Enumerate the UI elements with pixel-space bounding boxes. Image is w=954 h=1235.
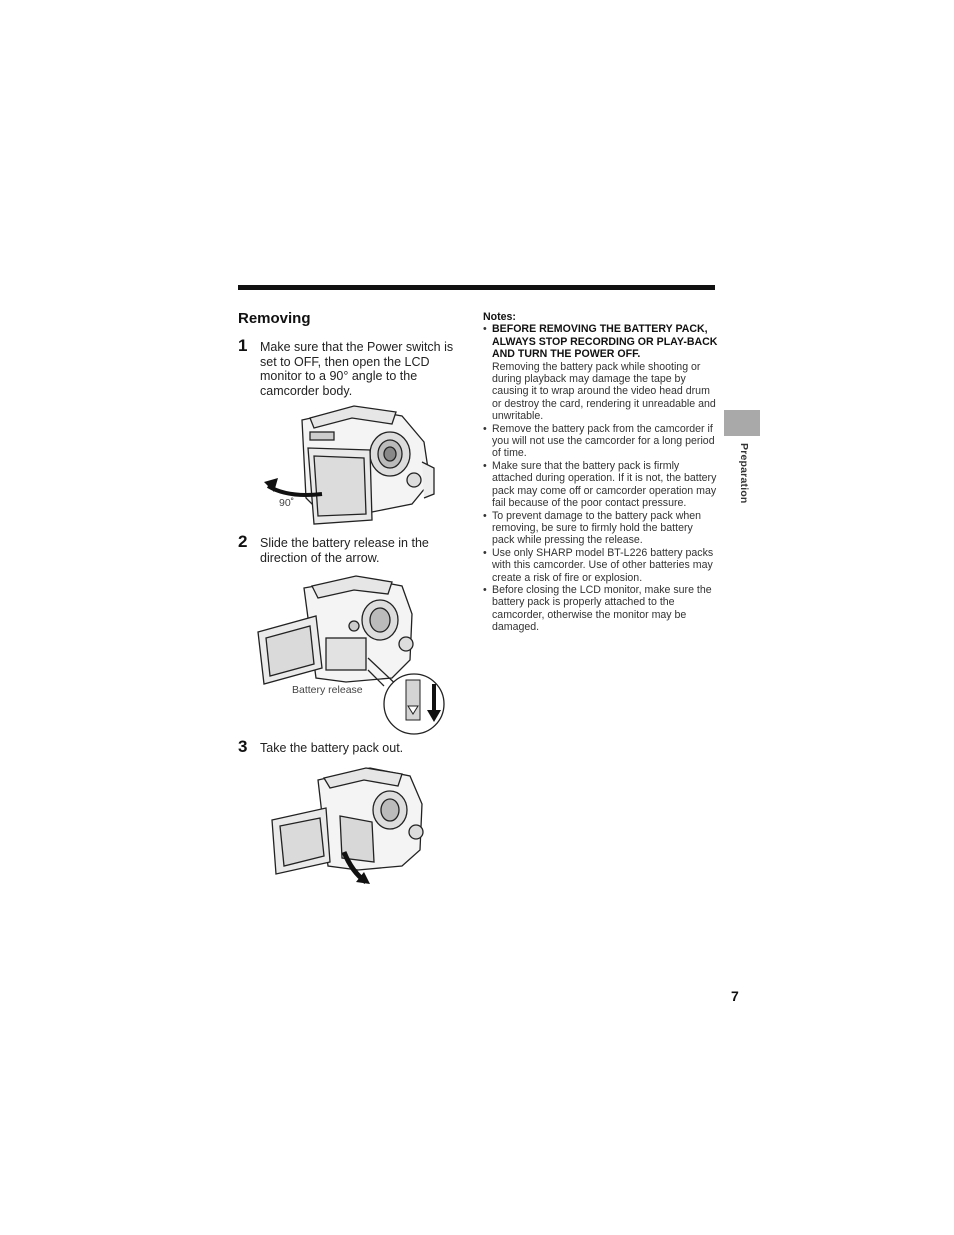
step-1 (238, 336, 458, 398)
note-text: Make sure that the battery pack is firmly attached during operation. If it is not, the battery pack may come off or camcorder operation may fail because of the poor contact pressure. (492, 459, 717, 510)
section-title: Removing (238, 310, 311, 327)
list-item: • To prevent damage to the battery pack when removing, be sure to firmly hold the battery pack while pressing the release. (483, 509, 702, 547)
note-text: Before closing the LCD monitor, make sure the battery pack is properly attached to the camcorder, otherwise the monitor may be damaged. (492, 583, 712, 634)
chapter-label-text: Preparation (738, 443, 750, 504)
notes-heading: Notes: (483, 311, 516, 323)
step-number: 2 (238, 532, 248, 551)
battery-release-callout: Battery release (292, 684, 363, 696)
warning-text: BEFORE REMOVING THE BATTERY PACK, ALWAYS STOP RECORDING OR PLAY-BACK AND TURN THE POWER OFF. (492, 323, 718, 361)
step-number: 1 (238, 336, 248, 355)
step-text: Take the battery pack out. (260, 741, 404, 755)
battery-release-illustration (256, 574, 448, 738)
list-item: • Remove the battery pack from the camcorder if you will not use the camcorder for a long period of time. (483, 422, 715, 460)
list-item: • Before closing the LCD monitor, make sure the battery pack is properly attached to the camcorder, otherwise the monitor may be damaged. (483, 583, 712, 634)
note-text: Remove the battery pack from the camcorder if you will not use the camcorder for a long period of time. (492, 422, 715, 460)
note-text: To prevent damage to the battery pack when removing, be sure to firmly hold the battery pack while pressing the release. (492, 509, 702, 547)
battery-removal-illustration (270, 766, 436, 888)
chapter-label (736, 443, 750, 513)
step-3 (238, 737, 458, 756)
step-2 (238, 532, 458, 565)
step-text: Slide the battery release in the direction of the arrow. (260, 536, 429, 565)
note-text: Removing the battery pack while shooting or during playback may damage the tape by causing it to wrap around the video head drum or destroy the card, rendering it unreadable and unwritable. (492, 360, 716, 423)
list-item: • Make sure that the battery pack is firmly attached during operation. If it is not, the battery pack may come off or camcorder operation may fail because of the poor contact pressure. (483, 459, 717, 510)
page-number: 7 (731, 988, 739, 1004)
notes-panel (483, 311, 718, 634)
chapter-tab (724, 410, 760, 436)
notes-list (483, 323, 718, 633)
angle-label: 90˚ (279, 497, 295, 509)
list-item: • Use only SHARP model BT-L226 battery packs with this camcorder. Use of other batteries may create a risk of fire or explosion. (483, 546, 714, 584)
step-number: 3 (238, 737, 248, 756)
step-text: Make sure that the Power switch is set to OFF, then open the LCD monitor to a 90° angle to the camcorder body. (260, 340, 454, 398)
note-text: Use only SHARP model BT-L226 battery packs with this camcorder. Use of other batteries may create a risk of fire or explosion. (492, 546, 714, 584)
section-rule (238, 285, 715, 290)
list-item: • BEFORE REMOVING THE BATTERY PACK, ALWAYS STOP RECORDING OR PLAY-BACK AND TURN THE POWER OFF. Removing the battery pack while shooting or during playback may damage the tape by causing it to wrap around the video head drum or destroy the card, rendering it unreadable and unwritable. (483, 323, 718, 423)
